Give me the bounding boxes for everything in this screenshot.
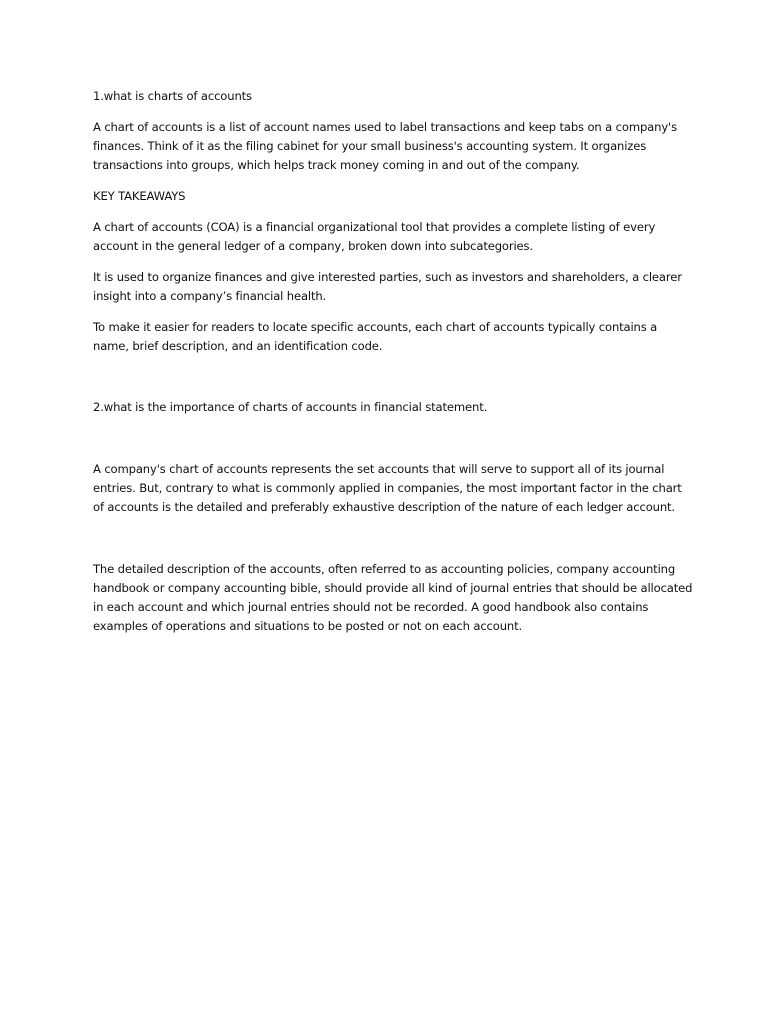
- answer-1-paragraph: A chart of accounts is a list of account names used to label transactions and keep tabs on a company's finances. Think of it as the filing cabinet for your small business's accounting system. It organizes transactions into groups, which helps track money coming in and out of the company.: [93, 120, 677, 172]
- document-body: [93, 87, 693, 636]
- question-1-heading: 1.what is charts of accounts: [93, 89, 252, 103]
- takeaway-2-paragraph: It is used to organize finances and give interested parties, such as investors and shareholders, a clearer insight into a company’s financial health.: [93, 270, 682, 303]
- takeaway-1-paragraph: A chart of accounts (COA) is a financial organizational tool that provides a complete listing of every account in the general ledger of a company, broken down into subcategories.: [93, 220, 656, 253]
- answer-2a-paragraph: A company's chart of accounts represents the set accounts that will serve to support all of its journal entries. But, contrary to what is commonly applied in companies, the most important factor in the chart of accounts is the detailed and preferably exhaustive description of the nature of each ledger account.: [93, 462, 682, 514]
- question-2-heading: 2.what is the importance of charts of accounts in financial statement.: [93, 400, 488, 414]
- takeaway-3-paragraph: To make it easier for readers to locate specific accounts, each chart of accounts typically contains a name, brief description, and an identification code.: [93, 320, 658, 353]
- answer-2b-paragraph: The detailed description of the accounts, often referred to as accounting policies, company accounting handbook or company accounting bible, should provide all kind of journal entries that should be allocated in each account and which journal entries should not be recorded. A good handbook also contains examples of operations and situations to be posted or not on each account.: [93, 562, 693, 633]
- key-takeaways-label: KEY TAKEAWAYS: [93, 189, 186, 203]
